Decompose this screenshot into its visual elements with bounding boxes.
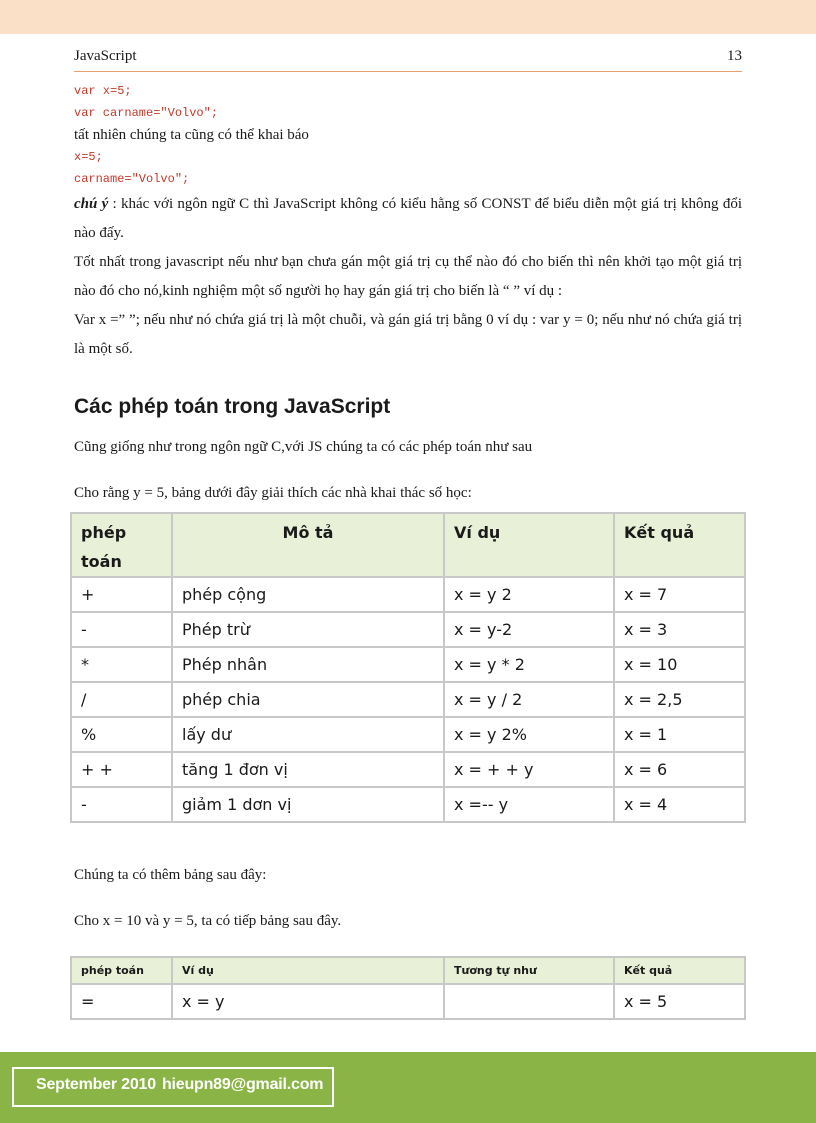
body-paragraph: Tốt nhất trong javascript nếu như bạn chưa gán một giá trị cụ thể nào đó cho biến thì nên khởi tạo một giá trị nào đó cho nó,kinh nghiệm một số người họ hay gán giá trị cho biến là “ ” ví dụ : — [74, 254, 742, 299]
table-cell: + — [71, 577, 172, 612]
table-header-cell: Kết quả — [614, 513, 745, 577]
code-line: x=5; — [74, 150, 103, 164]
table-cell: * — [71, 647, 172, 682]
table-row — [71, 787, 745, 822]
footer-text — [36, 1076, 329, 1094]
table-cell: x = 1 — [614, 717, 745, 752]
table-row — [71, 647, 745, 682]
page-header — [74, 48, 742, 70]
table-cell: x = 4 — [614, 787, 745, 822]
table-row — [71, 577, 745, 612]
table-cell: x = y-2 — [444, 612, 614, 647]
table-cell: x = y / 2 — [444, 682, 614, 717]
table-cell: x = 7 — [614, 577, 745, 612]
table-cell: - — [71, 787, 172, 822]
table-header-row — [71, 513, 745, 577]
code-line: var carname="Volvo"; — [74, 106, 219, 120]
table-header-cell: phép toán — [71, 513, 172, 577]
table-cell: x = 6 — [614, 752, 745, 787]
body-text: Cho rằng y = 5, bảng dưới đây giải thích các nhà khai thác số học: — [74, 485, 472, 501]
body-text: Cho x = 10 và y = 5, ta có tiếp bảng sau đây. — [74, 913, 342, 929]
table-cell: Phép trừ — [172, 612, 444, 647]
table-cell: x = 2,5 — [614, 682, 745, 717]
table-header-cell: Mô tả — [172, 513, 444, 577]
table-cell: + + — [71, 752, 172, 787]
footer-email: hieupn89@gmail.com — [161, 1076, 324, 1093]
table-header-cell: phép toán — [71, 957, 172, 984]
code-line: var x=5; — [74, 84, 132, 98]
table-header-row — [71, 957, 745, 984]
running-title: JavaScript — [74, 48, 137, 64]
code-line: carname="Volvo"; — [74, 172, 190, 186]
table-cell: x = y * 2 — [444, 647, 614, 682]
note-paragraph — [74, 190, 742, 248]
page-content — [74, 80, 742, 508]
body-text: Cũng giống như trong ngôn ngữ C,với JS chúng ta có các phép toán như sau — [74, 439, 533, 455]
header-rule — [74, 71, 742, 72]
table-row — [71, 612, 745, 647]
table-cell: x = 5 — [614, 984, 745, 1019]
table-row — [71, 752, 745, 787]
table-cell: - — [71, 612, 172, 647]
arithmetic-operators-table — [70, 512, 746, 823]
table-header-cell: Kết quả — [614, 957, 745, 984]
table-cell: giảm 1 dơn vị — [172, 787, 444, 822]
table-cell: phép cộng — [172, 577, 444, 612]
footer-date: September 2010 — [36, 1076, 156, 1093]
body-paragraph: Var x =” ”; nếu như nó chứa giá trị là một chuỗi, và gán giá trị bằng 0 ví dụ : var y = 0; nếu như nó chứa giá trị là một số. — [74, 312, 742, 357]
table-header-cell: Ví dụ — [444, 513, 614, 577]
section-heading: Các phép toán trong JavaScript — [74, 395, 391, 418]
assignment-operators-table — [70, 956, 746, 1020]
note-label: chú ý — [74, 196, 109, 212]
top-decorative-band — [0, 0, 816, 34]
table-cell: x = 10 — [614, 647, 745, 682]
table-row — [71, 717, 745, 752]
table-cell: = — [71, 984, 172, 1019]
table-header-cell: Tương tự như — [444, 957, 614, 984]
body-text: Chúng ta có thêm bảng sau đây: — [74, 867, 267, 883]
table-cell: / — [71, 682, 172, 717]
table-header-cell: Ví dụ — [172, 957, 444, 984]
table-cell: x = y — [172, 984, 444, 1019]
table-row — [71, 984, 745, 1019]
table-cell — [444, 984, 614, 1019]
table-cell: x = y 2 — [444, 577, 614, 612]
table-row — [71, 682, 745, 717]
table-cell: % — [71, 717, 172, 752]
table-cell: x = y 2% — [444, 717, 614, 752]
body-text: tất nhiên chúng ta cũng có thể khai báo — [74, 127, 309, 143]
table-cell: tăng 1 đơn vị — [172, 752, 444, 787]
table-cell: x = 3 — [614, 612, 745, 647]
page-number: 13 — [727, 48, 742, 64]
table-cell: Phép nhân — [172, 647, 444, 682]
table-cell: phép chia — [172, 682, 444, 717]
table-cell: x = + + y — [444, 752, 614, 787]
note-text: : khác với ngôn ngữ C thì JavaScript không có kiểu hằng số CONST để biểu diễn một giá trị không đổi nào đấy. — [74, 196, 742, 241]
table-cell: lấy dư — [172, 717, 444, 752]
table-cell: x =-- y — [444, 787, 614, 822]
